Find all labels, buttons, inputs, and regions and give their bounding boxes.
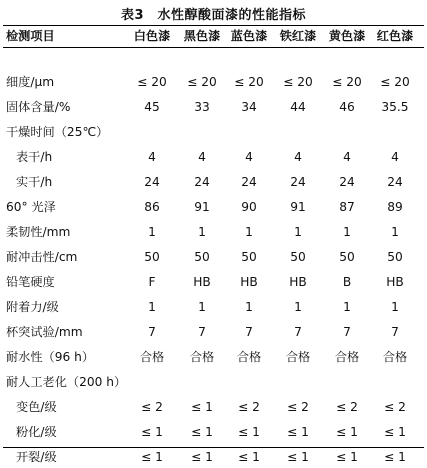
table-cell: ≤ 1: [191, 450, 213, 464]
table-cell: [272, 371, 324, 393]
table-cell: HB: [386, 275, 404, 289]
table-cell: ≤ 20: [332, 75, 362, 89]
table-cell: [176, 121, 228, 143]
table-cell: [369, 121, 421, 143]
row-label: 表干/h: [16, 150, 53, 164]
table-cell: [126, 121, 178, 143]
table-row: [0, 446, 427, 468]
table-cell: 1: [198, 300, 206, 314]
table-cell: ≤ 1: [191, 400, 213, 414]
table-row: [0, 96, 427, 118]
table-cell: 90: [241, 200, 257, 214]
table-cell: 7: [343, 325, 351, 339]
table-cell: ≤ 20: [137, 75, 167, 89]
table-cell: [272, 121, 324, 143]
table-cell: 合格: [382, 350, 408, 364]
table-cell: 24: [241, 175, 257, 189]
table-cell: ≤ 1: [191, 425, 213, 439]
table-cell: ≤ 1: [336, 425, 358, 439]
table-cell: 7: [148, 325, 156, 339]
table-cell: 44: [290, 100, 306, 114]
table-header-row: [0, 25, 427, 47]
table-cell: 合格: [236, 350, 262, 364]
table-row: [0, 346, 427, 368]
table-cell: 4: [343, 150, 351, 164]
table-cell: [321, 121, 373, 143]
table-cell: 4: [148, 150, 156, 164]
table-cell: 合格: [139, 350, 165, 364]
table-title: 表3 水性醇酸面漆的性能指标: [120, 8, 307, 23]
table-cell: ≤ 1: [141, 425, 163, 439]
table-cell: 24: [194, 175, 210, 189]
table-cell: 1: [148, 300, 156, 314]
row-label: 实干/h: [16, 175, 53, 189]
table-cell: ≤ 20: [234, 75, 264, 89]
table-cell: 50: [290, 250, 306, 264]
table-cell: 1: [391, 225, 399, 239]
table-cell: 1: [245, 300, 253, 314]
table-cell: 7: [198, 325, 206, 339]
header-blue: 蓝色漆: [230, 29, 268, 43]
row-label: 粉化/级: [16, 425, 57, 439]
table-cell: 50: [241, 250, 257, 264]
table-cell: 1: [294, 300, 302, 314]
table-row: [0, 171, 427, 193]
table-row: [0, 221, 427, 243]
table-cell: 34: [241, 100, 257, 114]
header-black: 黑色漆: [183, 29, 221, 43]
header-yellow: 黄色漆: [328, 29, 366, 43]
table-row: [0, 146, 427, 168]
table-cell: 7: [294, 325, 302, 339]
table-cell: 50: [144, 250, 160, 264]
table-cell: HB: [240, 275, 258, 289]
table-cell: B: [342, 275, 352, 289]
table-cell: ≤ 1: [384, 450, 406, 464]
row-label: 开裂/级: [16, 450, 57, 464]
header-rule: [3, 47, 424, 48]
header-white: 白色漆: [133, 29, 171, 43]
row-label: 耐冲击性/cm: [6, 250, 78, 264]
header-item: 检测项目: [6, 29, 55, 43]
table-cell: 35.5: [381, 100, 409, 114]
table-cell: HB: [289, 275, 307, 289]
table-cell: [369, 371, 421, 393]
table-cell: ≤ 20: [380, 75, 410, 89]
table-cell: ≤ 2: [287, 400, 309, 414]
row-label: 60° 光泽: [6, 200, 56, 214]
table-cell: 4: [294, 150, 302, 164]
row-label: 干燥时间（25℃）: [6, 125, 109, 139]
table-cell: 33: [194, 100, 210, 114]
table-cell: ≤ 2: [384, 400, 406, 414]
table-cell: 4: [391, 150, 399, 164]
table-cell: 合格: [189, 350, 215, 364]
table-cell: 24: [387, 175, 403, 189]
table-cell: ≤ 1: [287, 450, 309, 464]
table-cell: 50: [194, 250, 210, 264]
table-cell: 50: [387, 250, 403, 264]
header-iron-red: 铁红漆: [279, 29, 317, 43]
table-cell: 7: [391, 325, 399, 339]
table-cell: 91: [290, 200, 306, 214]
table-cell: ≤ 1: [238, 450, 260, 464]
row-label: 杯突试验/mm: [6, 325, 83, 339]
table-cell: 4: [198, 150, 206, 164]
table-row: [0, 296, 427, 318]
table-cell: 86: [144, 200, 160, 214]
table-row: [0, 121, 427, 143]
table-row: [0, 71, 427, 93]
table-cell: 4: [245, 150, 253, 164]
table-cell: 1: [198, 225, 206, 239]
table-row: [0, 196, 427, 218]
table-cell: ≤ 1: [287, 425, 309, 439]
table-cell: HB: [193, 275, 211, 289]
table-cell: [126, 371, 178, 393]
row-label: 耐水性（96 h）: [6, 350, 95, 364]
table-cell: 24: [144, 175, 160, 189]
table-cell: [321, 371, 373, 393]
table-cell: [223, 371, 275, 393]
row-label: 柔韧性/mm: [6, 225, 71, 239]
table-cell: ≤ 2: [336, 400, 358, 414]
table-cell: 50: [339, 250, 355, 264]
table-cell: 45: [144, 100, 160, 114]
table-cell: 1: [343, 300, 351, 314]
table-cell: 1: [148, 225, 156, 239]
table-cell: 24: [339, 175, 355, 189]
table-cell: 合格: [334, 350, 360, 364]
table-cell: 89: [387, 200, 403, 214]
table-row: [0, 396, 427, 418]
table-row: [0, 271, 427, 293]
table-cell: 7: [245, 325, 253, 339]
row-label: 附着力/级: [6, 300, 59, 314]
table-cell: ≤ 1: [384, 425, 406, 439]
table-cell: ≤ 2: [141, 400, 163, 414]
row-label: 耐人工老化（200 h）: [6, 375, 127, 389]
table-cell: ≤ 2: [238, 400, 260, 414]
table-row: [0, 371, 427, 393]
row-label: 变色/级: [16, 400, 57, 414]
table-row: [0, 321, 427, 343]
header-red: 红色漆: [376, 29, 414, 43]
table-cell: [176, 371, 228, 393]
table-cell: F: [148, 275, 156, 289]
table-cell: 24: [290, 175, 306, 189]
table-cell: 91: [194, 200, 210, 214]
table-cell: 1: [245, 225, 253, 239]
table-row: [0, 246, 427, 268]
row-label: 固体含量/%: [6, 100, 71, 114]
table-cell: 1: [343, 225, 351, 239]
table-cell: 合格: [285, 350, 311, 364]
table-cell: ≤ 20: [283, 75, 313, 89]
table-cell: ≤ 20: [187, 75, 217, 89]
row-label: 铅笔硬度: [6, 275, 55, 289]
table-cell: 1: [391, 300, 399, 314]
row-label: 细度/μm: [6, 75, 55, 89]
table-cell: ≤ 1: [141, 450, 163, 464]
table-cell: ≤ 1: [238, 425, 260, 439]
table-cell: 1: [294, 225, 302, 239]
table-cell: ≤ 1: [336, 450, 358, 464]
table-cell: 87: [339, 200, 355, 214]
table-cell: [223, 121, 275, 143]
table-cell: 46: [339, 100, 355, 114]
table-row: [0, 421, 427, 443]
